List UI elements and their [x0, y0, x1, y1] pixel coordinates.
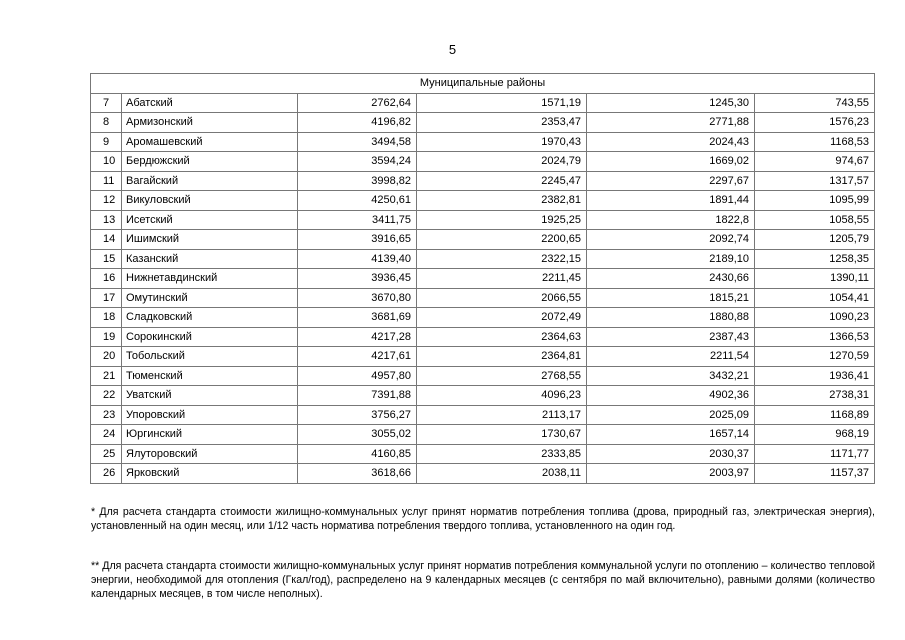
- value-col-2: 2322,15: [417, 249, 587, 269]
- value-col-1: 3681,69: [298, 308, 417, 328]
- row-number: 26: [91, 464, 122, 484]
- municipal-districts-table: [90, 73, 875, 484]
- value-col-1: 4250,61: [298, 191, 417, 211]
- district-name: Упоровский: [122, 405, 298, 425]
- value-col-4: 1168,89: [755, 405, 875, 425]
- row-number: 25: [91, 444, 122, 464]
- row-number: 17: [91, 288, 122, 308]
- row-number: 15: [91, 249, 122, 269]
- value-col-2: 2333,85: [417, 444, 587, 464]
- table-row: [91, 308, 875, 328]
- value-col-4: 1258,35: [755, 249, 875, 269]
- value-col-4: 1171,77: [755, 444, 875, 464]
- value-col-4: 974,67: [755, 152, 875, 172]
- value-col-1: 2762,64: [298, 93, 417, 113]
- value-col-4: 1058,55: [755, 210, 875, 230]
- value-col-2: 2113,17: [417, 405, 587, 425]
- value-col-2: 2024,79: [417, 152, 587, 172]
- value-col-3: 2030,37: [587, 444, 755, 464]
- value-col-1: 3998,82: [298, 171, 417, 191]
- table-row: [91, 113, 875, 133]
- value-col-1: 3618,66: [298, 464, 417, 484]
- table-row: [91, 230, 875, 250]
- district-name: Армизонский: [122, 113, 298, 133]
- row-number: 9: [91, 132, 122, 152]
- value-col-3: 1815,21: [587, 288, 755, 308]
- value-col-2: 2066,55: [417, 288, 587, 308]
- value-col-2: 2245,47: [417, 171, 587, 191]
- table-row: [91, 191, 875, 211]
- value-col-2: 1730,67: [417, 425, 587, 445]
- table-row: [91, 444, 875, 464]
- value-col-1: 3916,65: [298, 230, 417, 250]
- district-name: Ялуторовский: [122, 444, 298, 464]
- value-col-2: 2353,47: [417, 113, 587, 133]
- value-col-2: 1571,19: [417, 93, 587, 113]
- value-col-2: 2364,81: [417, 347, 587, 367]
- value-col-2: 2364,63: [417, 327, 587, 347]
- row-number: 16: [91, 269, 122, 289]
- value-col-2: 2211,45: [417, 269, 587, 289]
- table-row: [91, 249, 875, 269]
- value-col-3: 1880,88: [587, 308, 755, 328]
- value-col-4: 1270,59: [755, 347, 875, 367]
- value-col-3: 2387,43: [587, 327, 755, 347]
- row-number: 14: [91, 230, 122, 250]
- value-col-1: 3494,58: [298, 132, 417, 152]
- table-row: [91, 464, 875, 484]
- value-col-3: 1657,14: [587, 425, 755, 445]
- value-col-2: 2382,81: [417, 191, 587, 211]
- district-name: Казанский: [122, 249, 298, 269]
- value-col-1: 3936,45: [298, 269, 417, 289]
- value-col-1: 4217,61: [298, 347, 417, 367]
- value-col-2: 2768,55: [417, 366, 587, 386]
- value-col-1: 4196,82: [298, 113, 417, 133]
- table-row: [91, 288, 875, 308]
- value-col-2: 2200,65: [417, 230, 587, 250]
- table-row: [91, 210, 875, 230]
- value-col-1: 3594,24: [298, 152, 417, 172]
- district-name: Вагайский: [122, 171, 298, 191]
- footnote-fuel: * Для расчета стандарта стоимости жилищно-коммунальных услуг принят норматив потребления топлива (дрова, природный газ, электрическая энергия), установленный на один месяц, или 1/12 часть норматива потребления твердого топлива, установленного на один год.: [91, 506, 875, 532]
- value-col-4: 1366,53: [755, 327, 875, 347]
- district-name: Нижнетавдинский: [122, 269, 298, 289]
- value-col-4: 1205,79: [755, 230, 875, 250]
- value-col-4: 743,55: [755, 93, 875, 113]
- value-col-3: 1669,02: [587, 152, 755, 172]
- page-number: 5: [448, 42, 457, 57]
- value-col-1: 3055,02: [298, 425, 417, 445]
- row-number: 24: [91, 425, 122, 445]
- value-col-4: 1390,11: [755, 269, 875, 289]
- value-col-3: 2211,54: [587, 347, 755, 367]
- district-name: Викуловский: [122, 191, 298, 211]
- value-col-2: 4096,23: [417, 386, 587, 406]
- value-col-4: 1936,41: [755, 366, 875, 386]
- row-number: 21: [91, 366, 122, 386]
- value-col-3: 2430,66: [587, 269, 755, 289]
- value-col-1: 3411,75: [298, 210, 417, 230]
- value-col-1: 4160,85: [298, 444, 417, 464]
- row-number: 22: [91, 386, 122, 406]
- value-col-1: 4217,28: [298, 327, 417, 347]
- row-number: 7: [91, 93, 122, 113]
- value-col-4: 1095,99: [755, 191, 875, 211]
- district-name: Ярковский: [122, 464, 298, 484]
- value-col-3: 2024,43: [587, 132, 755, 152]
- row-number: 11: [91, 171, 122, 191]
- footnote-heating: ** Для расчета стандарта стоимости жилищно-коммунальных услуг принят норматив потребления коммунальной услуги по отоплению – количество тепловой энергии, необходимой для отопления (Гкал/год), распределено на 9 календарных месяцев (с сентября по май включительно), равными долями (количество календарных месяцев, в том числе неполных).: [91, 560, 875, 600]
- value-col-3: 1891,44: [587, 191, 755, 211]
- row-number: 8: [91, 113, 122, 133]
- table-row: [91, 347, 875, 367]
- table-row: [91, 93, 875, 113]
- value-col-4: 1090,23: [755, 308, 875, 328]
- value-col-4: 2738,31: [755, 386, 875, 406]
- value-col-3: 2025,09: [587, 405, 755, 425]
- table-row: [91, 405, 875, 425]
- district-name: Бердюжский: [122, 152, 298, 172]
- row-number: 20: [91, 347, 122, 367]
- district-name: Тюменский: [122, 366, 298, 386]
- value-col-3: 3432,21: [587, 366, 755, 386]
- value-col-4: 1576,23: [755, 113, 875, 133]
- district-name: Ишимский: [122, 230, 298, 250]
- value-col-4: 1168,53: [755, 132, 875, 152]
- value-col-3: 2092,74: [587, 230, 755, 250]
- value-col-3: 2189,10: [587, 249, 755, 269]
- value-col-3: 2297,67: [587, 171, 755, 191]
- table-row: [91, 425, 875, 445]
- district-name: Юргинский: [122, 425, 298, 445]
- section-header: Муниципальные районы: [91, 74, 875, 94]
- row-number: 10: [91, 152, 122, 172]
- row-number: 12: [91, 191, 122, 211]
- row-number: 19: [91, 327, 122, 347]
- value-col-3: 2003,97: [587, 464, 755, 484]
- value-col-1: 4957,80: [298, 366, 417, 386]
- district-name: Абатский: [122, 93, 298, 113]
- row-number: 23: [91, 405, 122, 425]
- district-name: Сладковский: [122, 308, 298, 328]
- value-col-2: 1970,43: [417, 132, 587, 152]
- value-col-2: 2072,49: [417, 308, 587, 328]
- value-col-3: 1822,8: [587, 210, 755, 230]
- table-row: [91, 171, 875, 191]
- section-header-row: [91, 74, 875, 94]
- value-col-4: 968,19: [755, 425, 875, 445]
- district-name: Тобольский: [122, 347, 298, 367]
- value-col-3: 2771,88: [587, 113, 755, 133]
- district-name: Исетский: [122, 210, 298, 230]
- district-name: Аромашевский: [122, 132, 298, 152]
- value-col-3: 4902,36: [587, 386, 755, 406]
- value-col-3: 1245,30: [587, 93, 755, 113]
- value-col-1: 3670,80: [298, 288, 417, 308]
- value-col-1: 7391,88: [298, 386, 417, 406]
- district-name: Уватский: [122, 386, 298, 406]
- value-col-4: 1157,37: [755, 464, 875, 484]
- value-col-4: 1317,57: [755, 171, 875, 191]
- value-col-2: 1925,25: [417, 210, 587, 230]
- table-row: [91, 386, 875, 406]
- value-col-4: 1054,41: [755, 288, 875, 308]
- row-number: 13: [91, 210, 122, 230]
- table-row: [91, 366, 875, 386]
- table-row: [91, 327, 875, 347]
- district-name: Сорокинский: [122, 327, 298, 347]
- table-row: [91, 132, 875, 152]
- district-name: Омутинский: [122, 288, 298, 308]
- value-col-1: 3756,27: [298, 405, 417, 425]
- table-row: [91, 269, 875, 289]
- table-row: [91, 152, 875, 172]
- value-col-2: 2038,11: [417, 464, 587, 484]
- row-number: 18: [91, 308, 122, 328]
- value-col-1: 4139,40: [298, 249, 417, 269]
